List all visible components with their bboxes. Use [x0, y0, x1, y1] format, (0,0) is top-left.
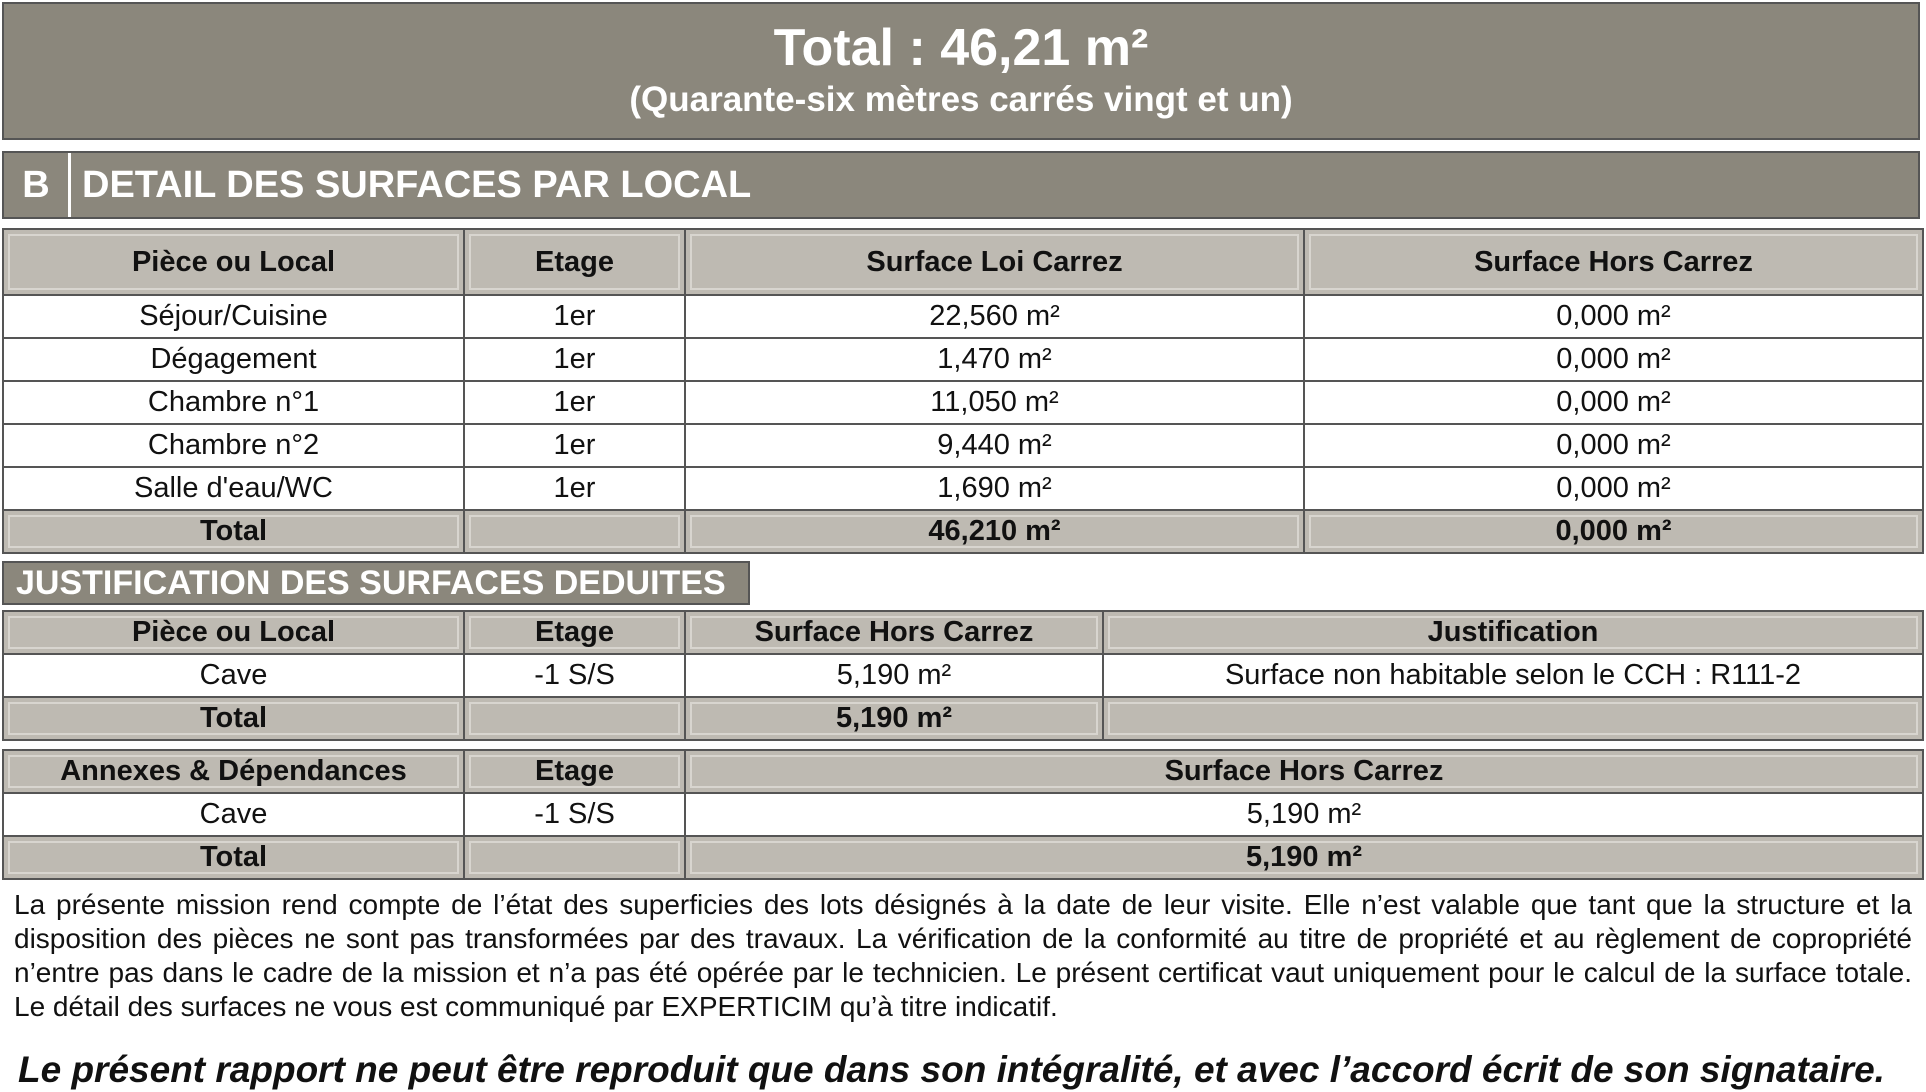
cell [464, 510, 685, 553]
cell [464, 836, 685, 879]
total-surface: Total : 46,21 m² [773, 19, 1149, 77]
total-loi-carrez: 46,210 m² [685, 510, 1304, 553]
cell: 11,050 m² [685, 381, 1304, 424]
total-label: Total [3, 697, 464, 740]
table-total-row [3, 510, 1923, 553]
table-row [3, 338, 1923, 381]
cell: 22,560 m² [685, 295, 1304, 338]
cell [1103, 697, 1923, 740]
table-row [3, 793, 1923, 836]
cell: 1er [464, 338, 685, 381]
cell: Chambre n°2 [3, 424, 464, 467]
cell: 9,440 m² [685, 424, 1304, 467]
cell: 1,690 m² [685, 467, 1304, 510]
section-b-header [2, 151, 1920, 219]
cell: 5,190 m² [685, 793, 1923, 836]
total-hors-carrez: 0,000 m² [1304, 510, 1923, 553]
cell: 0,000 m² [1304, 467, 1923, 510]
table-header-row [3, 229, 1923, 295]
cell: 0,000 m² [1304, 424, 1923, 467]
total-hors-carrez: 5,190 m² [685, 836, 1923, 879]
table-row [3, 467, 1923, 510]
table-row [3, 424, 1923, 467]
detail-surfaces-table [2, 228, 1924, 554]
cell: -1 S/S [464, 793, 685, 836]
annexes-table [2, 749, 1924, 880]
cell: Cave [3, 654, 464, 697]
table-total-row [3, 836, 1923, 879]
table-row [3, 295, 1923, 338]
cell [464, 697, 685, 740]
justification-title: JUSTIFICATION DES SURFACES DEDUITES [2, 561, 750, 605]
table-header-row [3, 611, 1923, 654]
cell: 1er [464, 467, 685, 510]
cell: 5,190 m² [685, 654, 1103, 697]
header-cell: Surface Hors Carrez [1304, 229, 1923, 295]
total-label: Total [3, 510, 464, 553]
cell: Chambre n°1 [3, 381, 464, 424]
total-banner [2, 2, 1920, 140]
header-cell: Annexes & Dépendances [3, 750, 464, 793]
header-cell: Pièce ou Local [3, 611, 464, 654]
cell: 0,000 m² [1304, 295, 1923, 338]
cell: Dégagement [3, 338, 464, 381]
header-cell: Etage [464, 229, 685, 295]
cell: Surface non habitable selon le CCH : R111-2 [1103, 654, 1923, 697]
header-cell: Justification [1103, 611, 1923, 654]
header-cell: Pièce ou Local [3, 229, 464, 295]
header-cell: Etage [464, 750, 685, 793]
table-row [3, 654, 1923, 697]
cell: 0,000 m² [1304, 338, 1923, 381]
header-cell: Surface Loi Carrez [685, 229, 1304, 295]
cell: 1er [464, 424, 685, 467]
cell: Cave [3, 793, 464, 836]
cell: Salle d'eau/WC [3, 467, 464, 510]
cell: 1,470 m² [685, 338, 1304, 381]
table-header-row [3, 750, 1923, 793]
header-cell: Surface Hors Carrez [685, 750, 1923, 793]
cell: -1 S/S [464, 654, 685, 697]
mission-notice: La présente mission rend compte de l’état des superficies des lots désignés à la date de leur visite. Elle n’est valable que tant que la structure et la disposition des pièces ne sont pas transformées par des travaux. La vérification de la conformité au titre de propriété et au règlement de copropriété n’entre pas dans le cadre de la mission et n’a pas été opérée par le technicien. Le présent certificat vaut uniquement pour le calcul de la surface totale. Le détail des surfaces ne vous est communiqué par EXPERTICIM qu’à titre indicatif. [14, 889, 1912, 1022]
section-title: DETAIL DES SURFACES PAR LOCAL [82, 164, 752, 206]
table-total-row [3, 697, 1923, 740]
total-label: Total [3, 836, 464, 879]
header-cell: Surface Hors Carrez [685, 611, 1103, 654]
total-hors-carrez: 5,190 m² [685, 697, 1103, 740]
cell: Séjour/Cuisine [3, 295, 464, 338]
reproduction-warning: Le présent rapport ne peut être reproduit que dans son intégralité, et avec l’accord écrit de son signataire. [18, 1049, 1885, 1090]
cell: 1er [464, 295, 685, 338]
table-row [3, 381, 1923, 424]
justification-table [2, 610, 1924, 741]
header-cell: Etage [464, 611, 685, 654]
cell: 1er [464, 381, 685, 424]
cell: 0,000 m² [1304, 381, 1923, 424]
section-letter: B [4, 153, 71, 217]
total-surface-words: (Quarante-six mètres carrés vingt et un) [629, 80, 1293, 119]
